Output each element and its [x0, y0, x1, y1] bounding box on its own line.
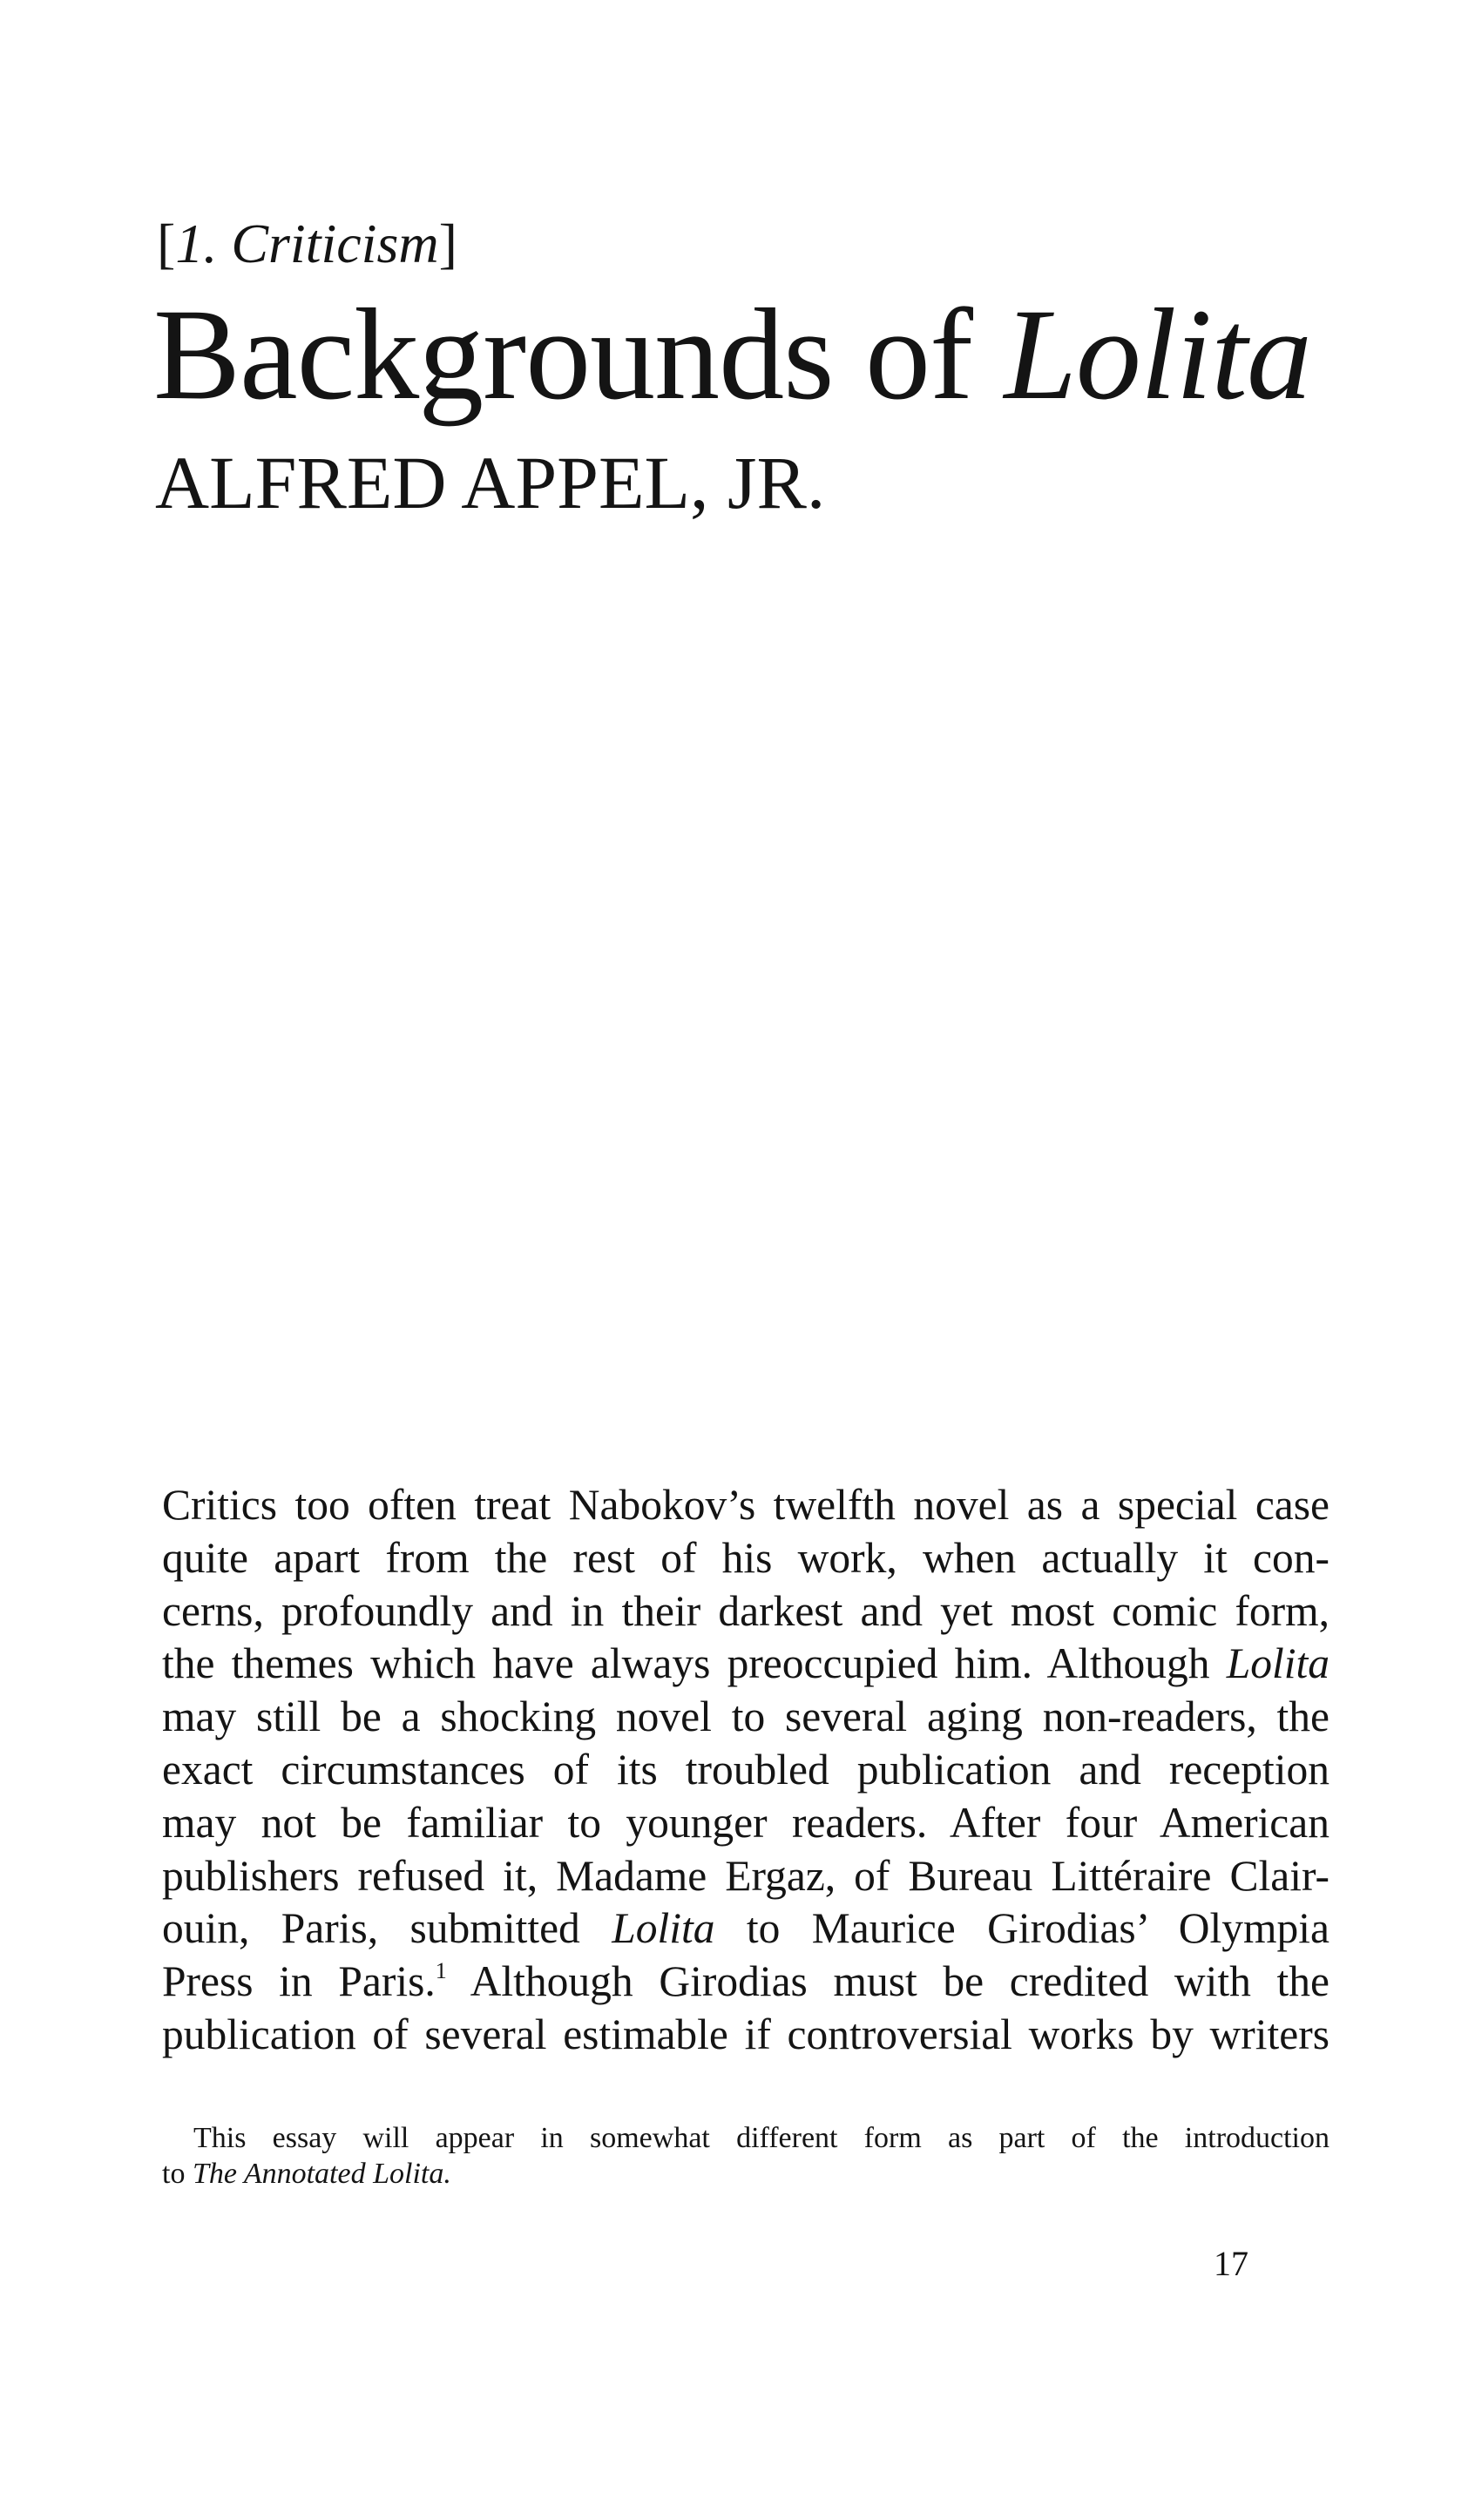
footnote-line: to The Annotated Lolita. [162, 2158, 451, 2190]
author-name: ALFRED APPEL, JR. [155, 441, 826, 524]
body-line: may still be a shocking novel to several aging non-readers, the [162, 1692, 1330, 1741]
body-line: Press in Paris.$^1$ Although Girodias must be credited with the [162, 1957, 1330, 2006]
italic-title-reference: Lolita [612, 1904, 715, 1953]
section-label [157, 209, 457, 279]
article-title-main: Backgrounds of [153, 282, 1005, 427]
footnote-line: This essay will appear in somewhat different form as part of the introduction [193, 2122, 1330, 2154]
section-label-word: Criticism [231, 213, 439, 274]
body-line: the themes which have always preoccupied him. Although Lolita [162, 1639, 1330, 1688]
footnote-marker: 1 [435, 1958, 447, 1984]
page-number: 17 [1214, 2244, 1248, 2283]
body-line: Critics too often treat Nabokov’s twelfth novel as a special case [162, 1481, 1330, 1529]
italic-title-reference: Lolita [1226, 1639, 1330, 1688]
section-label-number: 1. [175, 213, 218, 274]
body-line: may not be familiar to younger readers. After four American [162, 1798, 1330, 1847]
section-label-close-bracket: ] [438, 213, 457, 274]
body-line: cerns, profoundly and in their darkest and yet most comic form, [162, 1586, 1330, 1635]
footnote [162, 2120, 1330, 2192]
body-paragraph [162, 1479, 1330, 2062]
article-title [153, 280, 1311, 429]
footnote-italic-title: The Annotated Lolita. [192, 2158, 451, 2190]
article-title-italic: Lolita [1004, 282, 1311, 427]
body-line: ouin, Paris, submitted Lolita to Maurice Girodias’ Olympia [162, 1904, 1330, 1953]
body-line: publishers refused it, Madame Ergaz, of Bureau Littéraire Clair- [162, 1851, 1330, 1900]
section-label-open-bracket: [ [157, 213, 176, 274]
body-line: quite apart from the rest of his work, when actually it con- [162, 1533, 1330, 1582]
body-line: publication of several estimable if controversial works by writers [162, 2010, 1330, 2058]
body-line: exact circumstances of its troubled publication and reception [162, 1745, 1330, 1794]
